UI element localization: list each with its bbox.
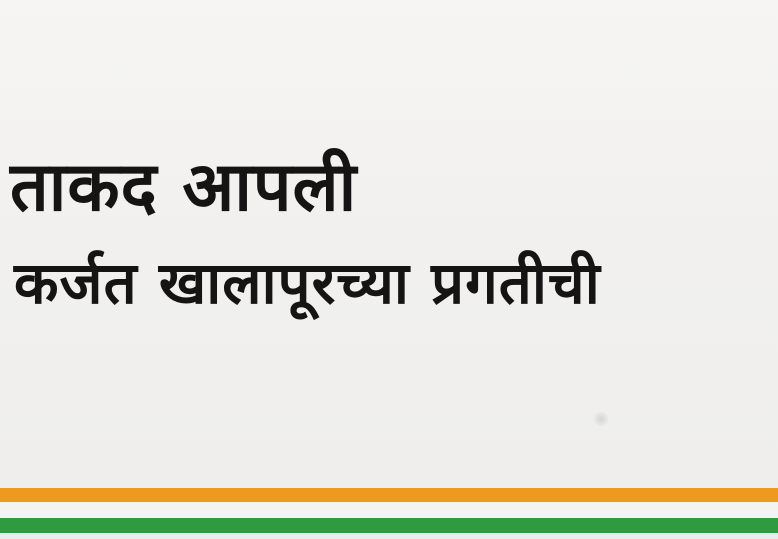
saffron-stripe	[0, 488, 778, 502]
paper-speck	[594, 412, 608, 426]
headline-line-2: कर्जत खालापूरच्या प्रगतीची	[14, 249, 601, 317]
white-stripe	[0, 502, 778, 518]
green-stripe	[0, 518, 778, 533]
headline-line-1: ताकद आपली	[10, 148, 358, 227]
bottom-margin	[0, 533, 778, 539]
